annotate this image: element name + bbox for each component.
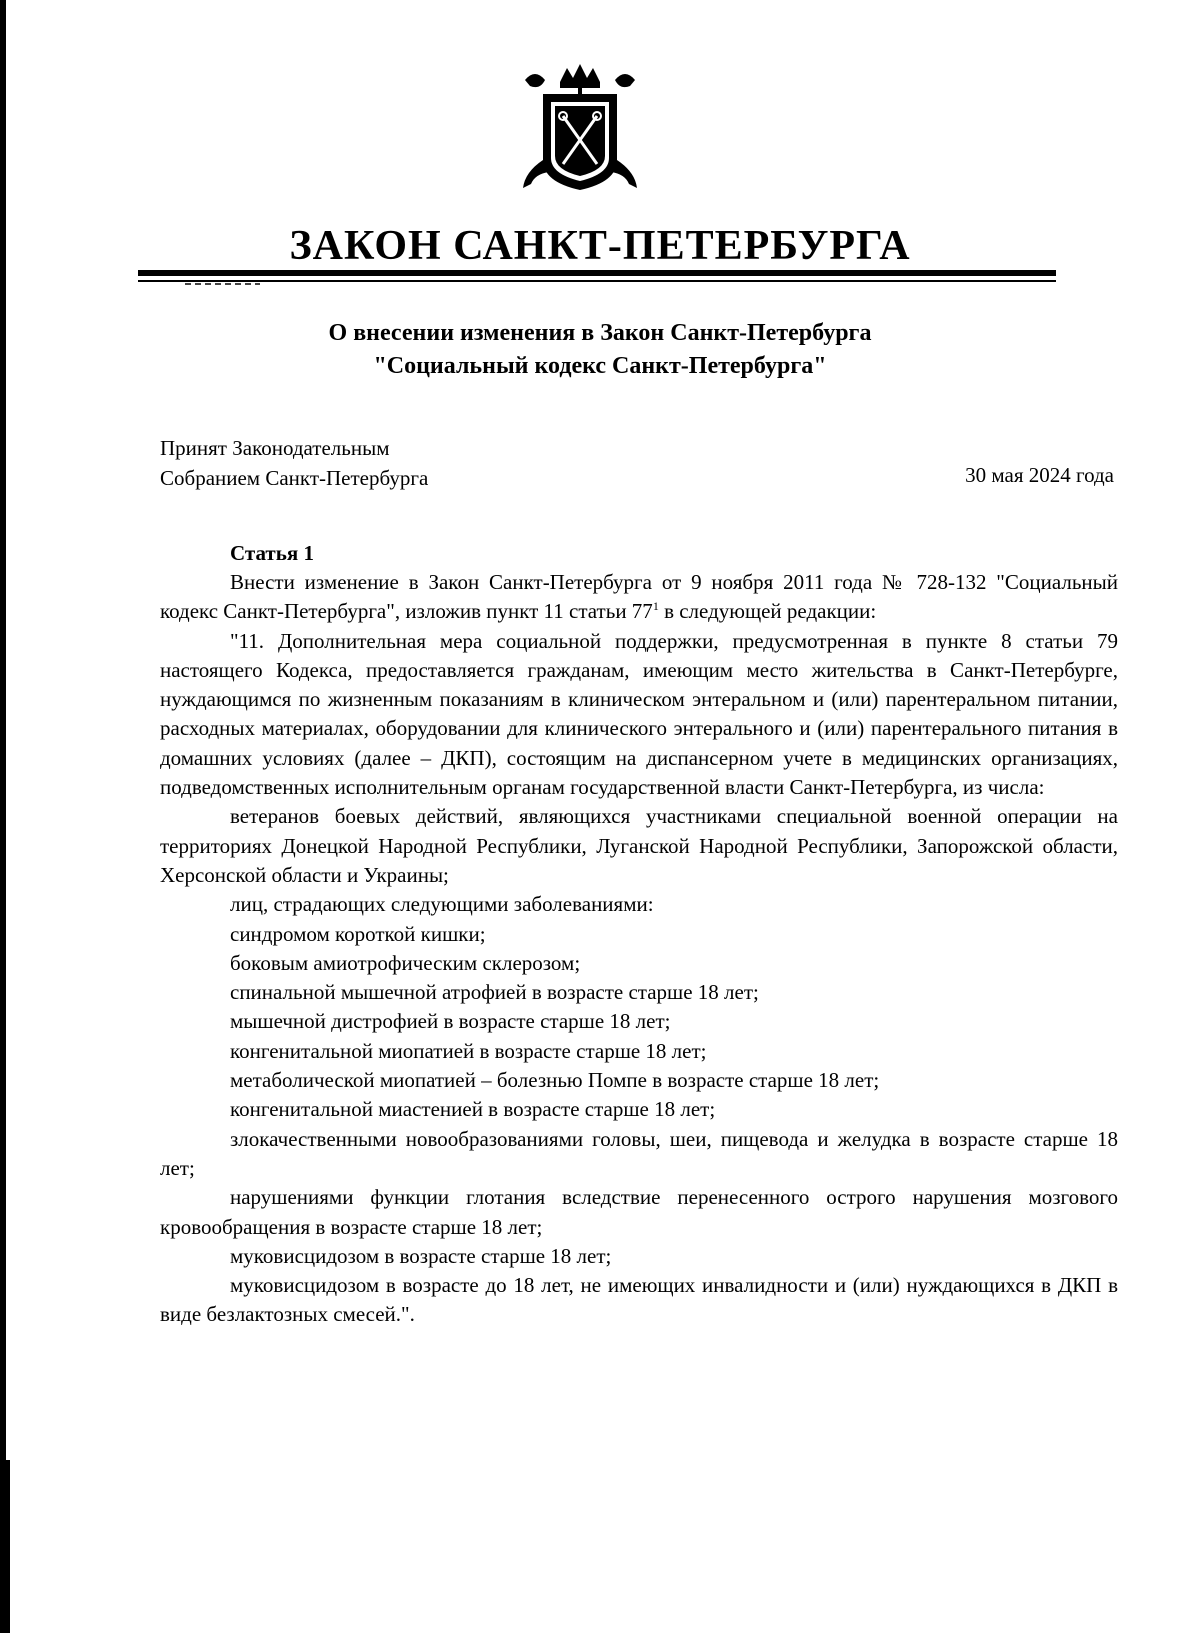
- list-item: конгенитальной миастенией в возрасте старше 18 лет;: [230, 1097, 716, 1122]
- list-item: муковисцидозом в возрасте до 18 лет, не имеющих инвалидности и (или) нуждающихся в ДКП в виде безлактозных смесей.".: [160, 1273, 1118, 1327]
- list-item: ветеранов боевых действий, являющихся участниками специальной военной операции на территориях Донецкой Народной Республики, Луганской Народной Республики, Запорожской области, Херсонской области и Украины;: [160, 804, 1118, 887]
- document-subtitle-line1: О внесении изменения в Закон Санкт-Петербурга: [328, 320, 872, 346]
- list-item: злокачественными новообразованиями головы, шеи, пищевода и желудка в возрасте старше 18 лет;: [160, 1126, 1118, 1180]
- list-item: метаболической миопатией – болезнью Помпе в возрасте старше 18 лет;: [230, 1068, 880, 1093]
- list-item: конгенитальной миопатией в возрасте старше 18 лет;: [230, 1038, 707, 1063]
- saint-petersburg-coat-of-arms-icon: [505, 60, 655, 200]
- article-title: Статья 1: [230, 541, 314, 565]
- adoption-line2: Собранием Санкт-Петербурга: [160, 466, 429, 490]
- list-item: боковым амиотрофическим склерозом;: [230, 950, 581, 975]
- article-intro-tail: в следующей редакции:: [658, 599, 877, 624]
- article-intro-text: Внести изменение в Закон Санкт-Петербурга от 9 ноября 2011 года № 728-132 "Социальный кодекс Санкт-Петербурга", изложив пункт 11 статьи 77: [160, 570, 1118, 624]
- scan-edge-bottom: [0, 1460, 10, 1633]
- list-item: нарушениями функции глотания вследствие перенесенного острого нарушения мозгового кровообращения в возрасте старше 18 лет;: [160, 1185, 1118, 1239]
- list-item: лиц, страдающих следующими заболеваниями:: [230, 892, 654, 917]
- list-item: спинальной мышечной атрофией в возрасте старше 18 лет;: [230, 980, 759, 1005]
- document-subtitle-line2: "Социальный кодекс Санкт-Петербурга": [373, 353, 827, 379]
- article-intro: [160, 568, 1118, 627]
- title-rule-thick: [138, 270, 1056, 276]
- title-rule-dash: [185, 283, 260, 285]
- document-title: ЗАКОН САНКТ-ПЕТЕРБУРГА: [289, 223, 911, 269]
- list-item: мышечной дистрофией в возрасте старше 18 лет;: [230, 1009, 671, 1034]
- title-rule-thin: [138, 280, 1056, 282]
- adoption-line1: Принят Законодательным: [160, 436, 390, 460]
- article-body: [160, 568, 1118, 1330]
- article-intro-sup: 1: [652, 599, 659, 614]
- adoption-block: [160, 433, 428, 493]
- list-item: муковисцидозом в возрасте старше 18 лет;: [230, 1243, 612, 1268]
- adoption-date: 30 мая 2024 года: [965, 463, 1114, 487]
- list-item: синдромом короткой кишки;: [230, 921, 486, 946]
- paragraph-11: "11. Дополнительная мера социальной поддержки, предусмотренная в пункте 8 статьи 79 настоящего Кодекса, предоставляется гражданам, имеющим место жительства в Санкт-Петербурге, нуждающимся по жизненным показаниям в клиническом энтеральном и (или) парентеральном питании, расходных материалах, оборудовании для клинического энтерального и (или) парентерального питания в домашних условиях (далее – ДКП), состоящим на диспансерном учете в медицинских организациях, подведомственных исполнительным органам государственной власти Санкт-Петербурга, из числа:: [160, 628, 1118, 800]
